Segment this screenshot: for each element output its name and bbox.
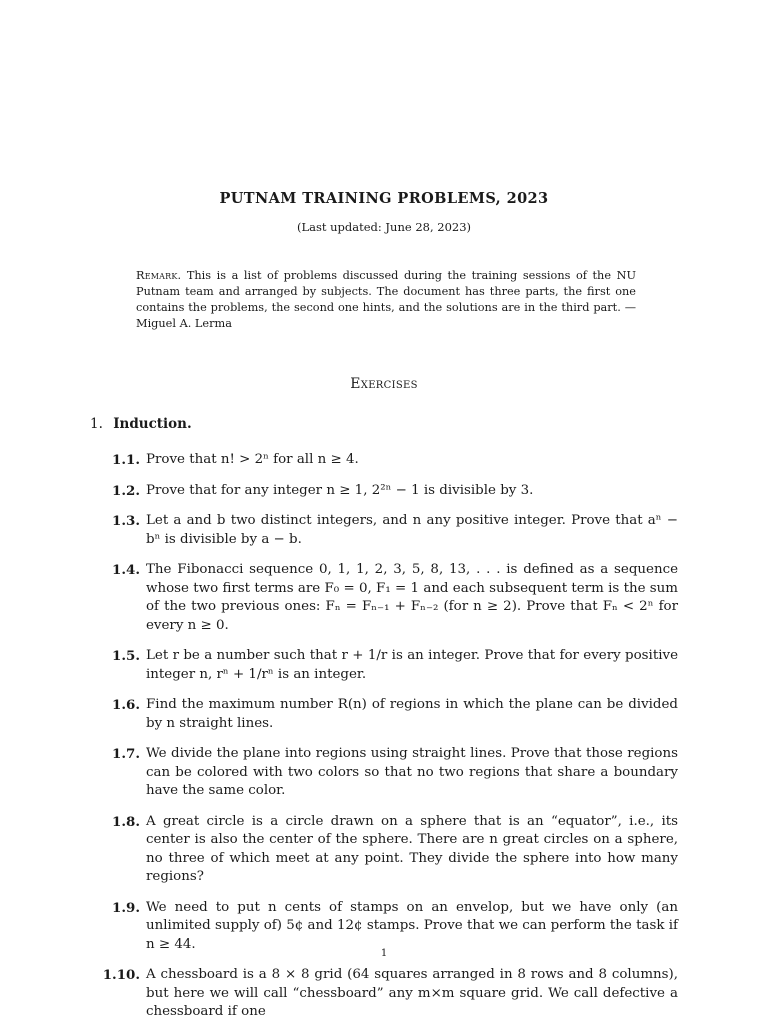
problem-number: 1.2. xyxy=(112,482,140,499)
problem-item xyxy=(100,561,678,635)
problem-text: We need to put n cents of stamps on an envelop, but we have only (an unlimited supply of) 5¢ and 12¢ stamps. Prove that we can perform the task if n ≥ 44. xyxy=(146,899,678,952)
problem-number: 1.7. xyxy=(112,746,140,762)
problem-number: 1.3. xyxy=(112,513,140,529)
problem-item xyxy=(100,899,678,955)
problem-item xyxy=(100,696,678,733)
topic-number: 1. xyxy=(90,416,103,432)
problem-number: 1.6. xyxy=(112,697,140,713)
problem-item xyxy=(100,813,678,887)
problem-number: 1.1. xyxy=(112,452,140,468)
problem-text: Prove that for any integer n ≥ 1, 2²ⁿ − 1 is divisible by 3. xyxy=(146,482,534,498)
last-updated: (Last updated: June 28, 2023) xyxy=(296,220,472,234)
problem-item xyxy=(100,482,678,501)
problem-text: The Fibonacci sequence 0, 1, 1, 2, 3, 5, 8, 13, . . . is defined as a sequence whose two first terms are F₀ = 0, F₁ = 1 and each subsequent term is the sum of the two previous ones: Fₙ = Fₙ₋₁ + Fₙ₋₂ (for n ≥ 2). Prove that Fₙ < 2ⁿ for every n ≥ 0. xyxy=(146,562,678,633)
page-number: 1 xyxy=(380,948,388,959)
problem-item xyxy=(100,451,678,470)
topic-name: Induction. xyxy=(113,416,192,432)
problem-text: Find the maximum number R(n) of regions in which the plane can be divided by n straight lines. xyxy=(146,697,678,731)
problem-item xyxy=(100,745,678,801)
remark-label: Remark. xyxy=(136,269,182,282)
problem-text: We divide the plane into regions using straight lines. Prove that those regions can be colored with two colors so that no two regions that share a boundary have the same color. xyxy=(146,746,678,798)
problem-list xyxy=(100,451,678,1034)
section-title: Exercises xyxy=(350,376,418,392)
remark-paragraph xyxy=(136,268,636,332)
problem-text: Prove that n! > 2ⁿ for all n ≥ 4. xyxy=(146,452,359,467)
topic-heading xyxy=(90,416,192,432)
problem-number: 1.9. xyxy=(112,899,140,916)
problem-item xyxy=(100,966,678,1022)
problem-number: 1.4. xyxy=(112,562,140,578)
document-title: PUTNAM TRAINING PROBLEMS, 2023 xyxy=(219,190,549,207)
problem-item xyxy=(100,512,678,549)
problem-text: Let a and b two distinct integers, and n any positive integer. Prove that aⁿ − bⁿ is divisible by a − b. xyxy=(146,513,678,547)
remark-text: This is a list of problems discussed during the training sessions of the NU Putnam team and arranged by subjects. The document has three parts, the first one contains the problems, the second one hints, and the solutions are in the third part. —Miguel A. Lerma xyxy=(136,269,636,330)
problem-text: A chessboard is a 8 × 8 grid (64 squares arranged in 8 rows and 8 columns), but here we will call “chessboard” any m×m square grid. We call defective a chessboard if one xyxy=(146,967,678,1019)
problem-number: 1.5. xyxy=(112,648,140,664)
problem-text: A great circle is a circle drawn on a sphere that is an “equator”, i.e., its center is also the center of the sphere. There are n great circles on a sphere, no three of which meet at any point. They divide the sphere into how many regions? xyxy=(146,813,678,884)
problem-item xyxy=(100,647,678,684)
problem-text: Let r be a number such that r + 1/r is an integer. Prove that for every positive integer n, rⁿ + 1/rⁿ is an integer. xyxy=(146,648,678,682)
problem-number: 1.10. xyxy=(102,967,140,983)
problem-number: 1.8. xyxy=(112,813,140,830)
